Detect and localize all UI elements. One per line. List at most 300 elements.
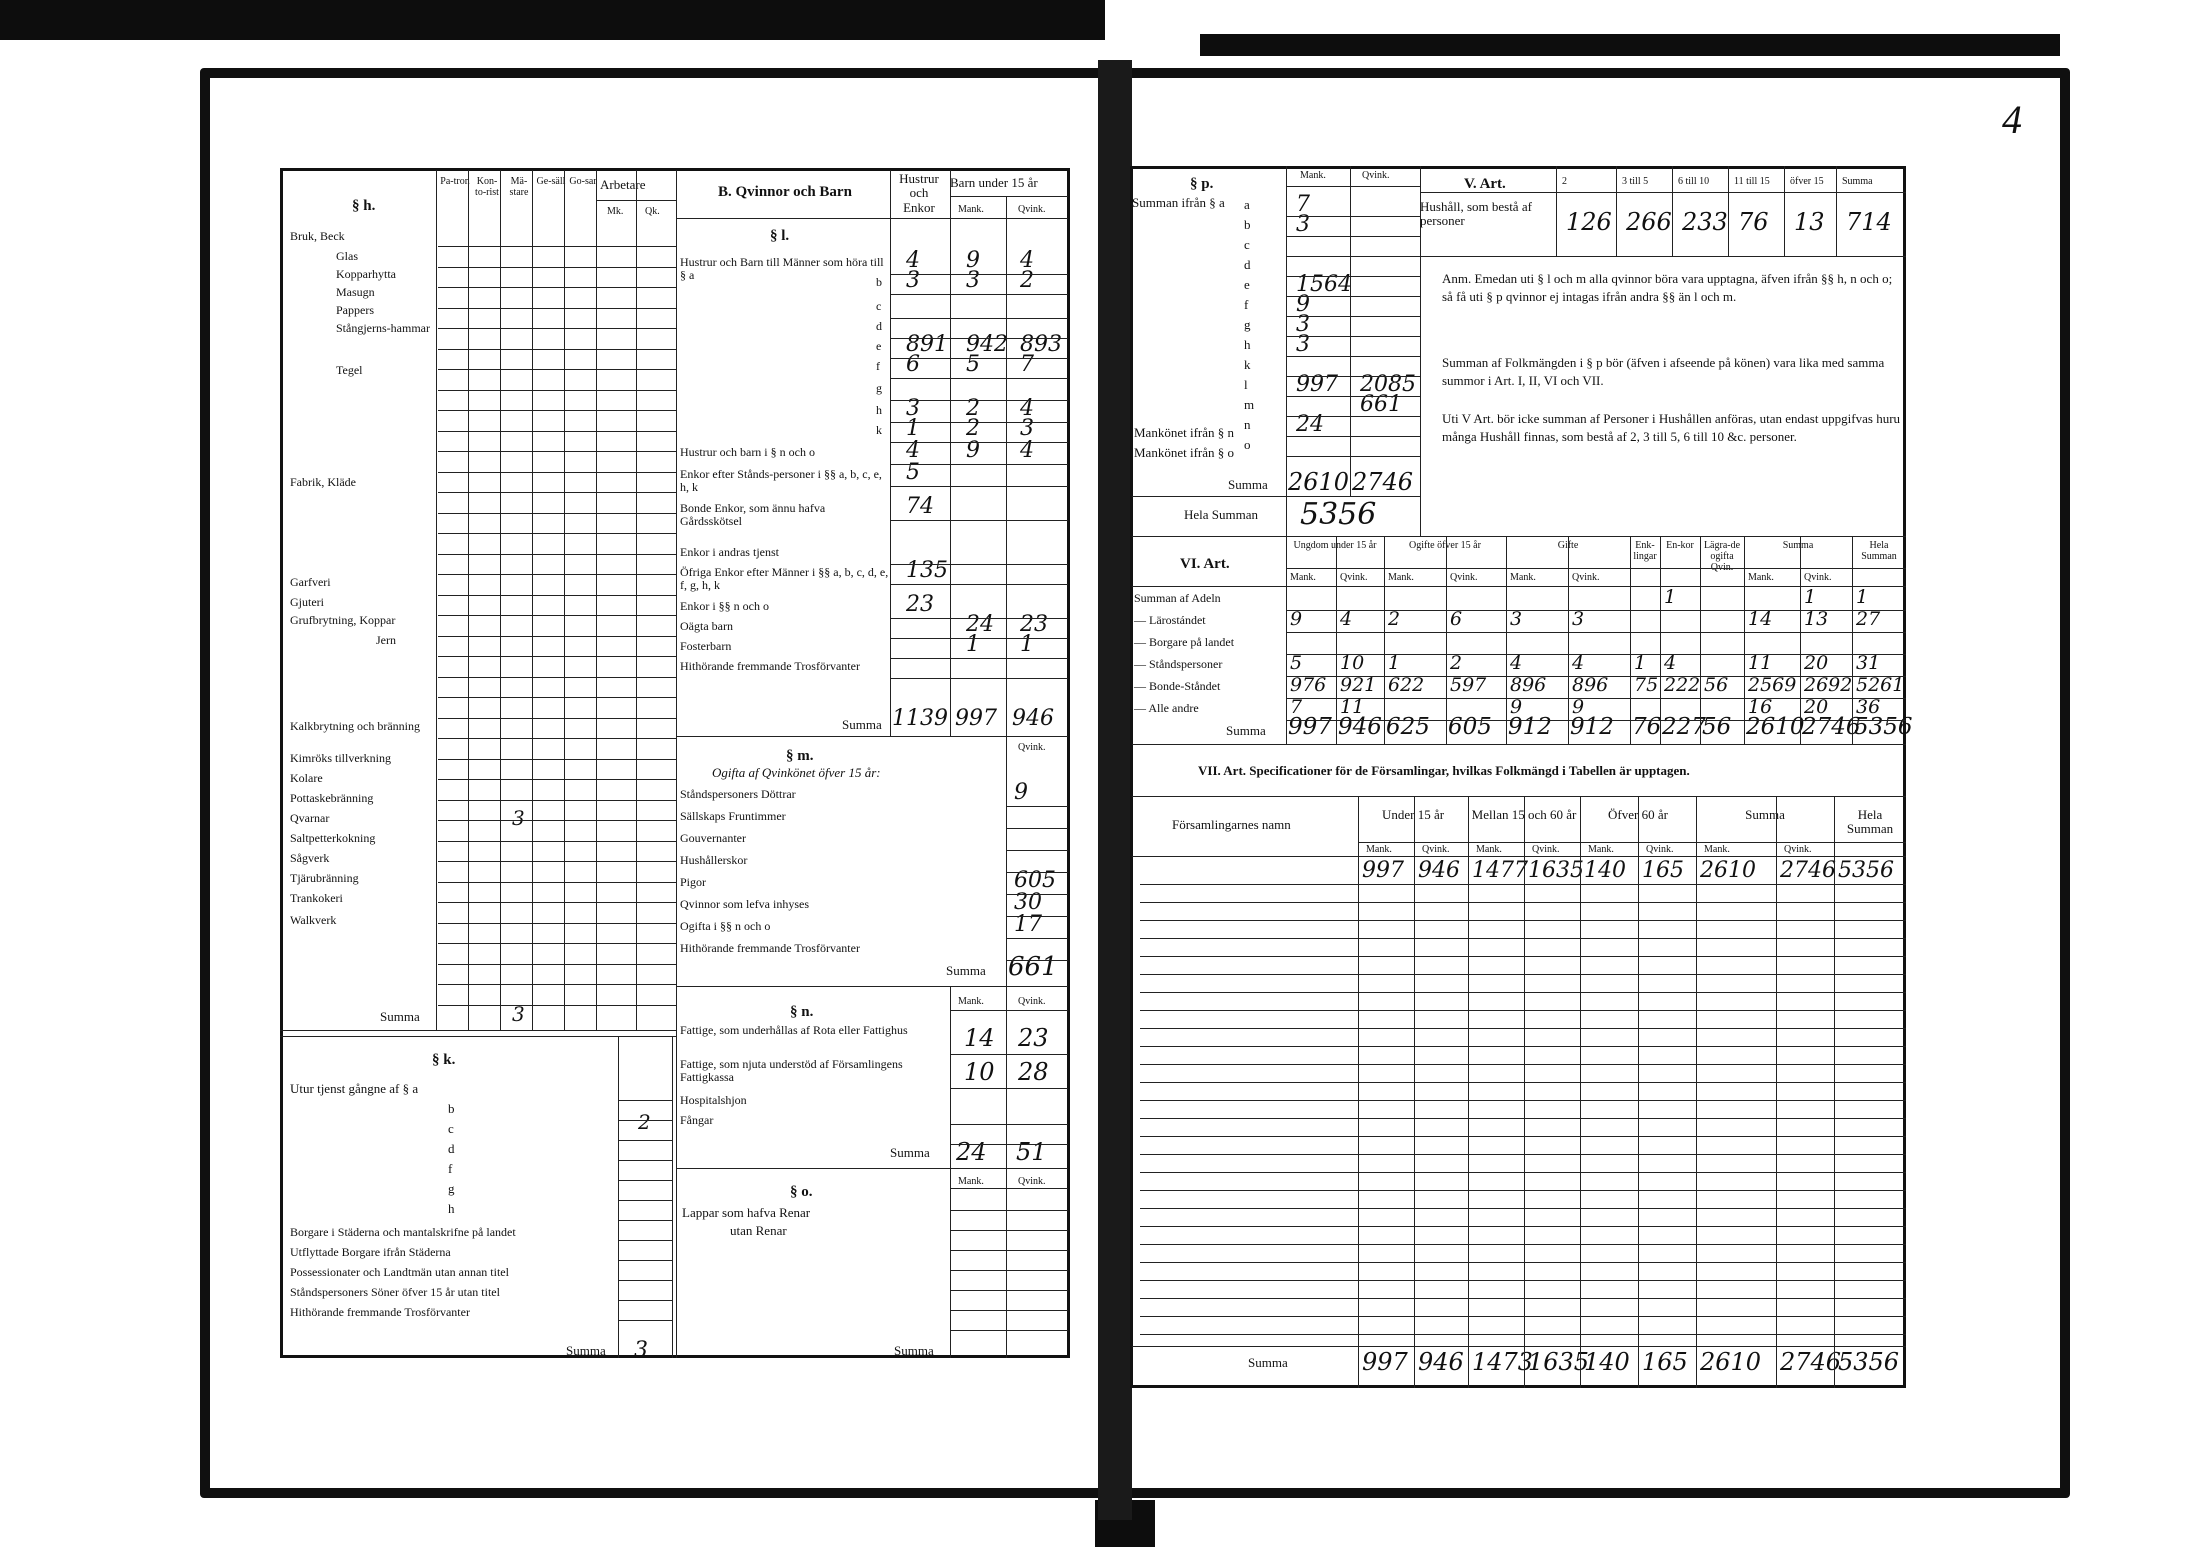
art-vii-col-name: Församlingarnes namn	[1172, 817, 1291, 832]
row-rule	[1286, 216, 1420, 217]
row-rule	[1140, 1010, 1906, 1011]
art-vi-value: 622	[1388, 674, 1425, 696]
art-vi-group-header: En-kor	[1666, 540, 1694, 551]
row-rule	[890, 358, 1068, 359]
section-n-title: § n.	[790, 1004, 814, 1020]
section-h-row-label: Pappers	[336, 303, 374, 317]
row-rule	[618, 1140, 672, 1141]
row-rule	[950, 1330, 1068, 1331]
art-vi-group-header: Hela Summan	[1861, 540, 1897, 562]
row-rule	[950, 1250, 1068, 1251]
row-rule	[1286, 610, 1906, 611]
art-vii-title: VII. Art. Specificationer för de Församlingar, hvilkas Folkmängd i Tabellen är upptagen.	[1198, 763, 1690, 778]
column-rule	[564, 170, 565, 1030]
art-vi-value: 2	[1388, 608, 1401, 630]
page-number: 4	[2002, 97, 2022, 142]
row-rule	[618, 1300, 672, 1301]
row-rule	[1286, 296, 1420, 297]
row-rule	[1286, 256, 1420, 257]
section-l-hustrur-value: 1	[906, 416, 920, 441]
row-rule	[1286, 676, 1906, 677]
art-v-value: 76	[1738, 208, 1769, 236]
art-vi-summa-value: 912	[1570, 714, 1614, 740]
art-vi-value: 976	[1290, 674, 1327, 696]
section-p-qvink-value: 661	[1360, 392, 1402, 417]
row-rule	[1140, 1046, 1906, 1047]
row-rule	[950, 1270, 1068, 1271]
section-h-row-label: Jern	[376, 633, 396, 647]
section-n-col-mank: Mank.	[958, 996, 984, 1007]
section-k-row-label: Hithörande fremmande Trosförvanter	[290, 1305, 470, 1319]
row-rule	[1286, 568, 1906, 569]
row-rule	[890, 378, 1068, 379]
row-rule	[950, 1230, 1068, 1231]
section-l-hustrur-value: 74	[906, 494, 934, 519]
row-rule	[1140, 1262, 1906, 1263]
section-l-barn-qvink-value: 3	[1020, 416, 1034, 441]
section-h-title: § h.	[352, 198, 376, 214]
section-m-row-label: Hithörande fremmande Trosförvanter	[680, 941, 860, 955]
art-vi-row-label: — Lärostándet	[1134, 613, 1206, 627]
section-o-summa-label: Summa	[894, 1343, 934, 1358]
row-rule	[1140, 992, 1906, 993]
art-vi-value: 896	[1572, 674, 1609, 696]
row-rule	[438, 533, 676, 534]
section-p-col-mank: Mank.	[1300, 170, 1326, 181]
section-h-summa-value: 3	[512, 1002, 525, 1026]
art-vii-summa-value: 5356	[1838, 1348, 1900, 1376]
art-vi-group-header: Gifte	[1557, 540, 1579, 551]
row-rule	[890, 638, 1068, 639]
section-k-letter: b	[448, 1101, 455, 1116]
mankonet-o: Mankönet ifrån § o	[1134, 445, 1235, 460]
art-vi-summa-value: 2610	[1746, 714, 1805, 740]
section-l-barn-qvink-value: 1	[1020, 632, 1034, 657]
section-h-col-header: Kon-to-rist	[475, 176, 499, 198]
section-h-row-label: Kolare	[290, 771, 323, 785]
art-vii-group-header: Under 15 år	[1381, 807, 1445, 822]
section-m-row-label: Ogifta i §§ n och o	[680, 919, 771, 933]
column-rule	[1616, 166, 1617, 256]
column-rule	[436, 170, 437, 1030]
row-rule	[1132, 586, 1906, 587]
row-rule	[890, 678, 1068, 679]
section-l-barn-mank-value: 1	[966, 632, 980, 657]
art-vi-group-header: Summa	[1782, 540, 1814, 551]
row-rule	[1140, 1064, 1906, 1065]
art-v-label: Hushåll, som bestå af personer	[1420, 199, 1532, 229]
section-l-row-label: Enkor i andras tjenst	[680, 545, 779, 559]
section-l-barn-mank-value: 24	[966, 612, 994, 637]
section-n-qvink-value: 28	[1018, 1058, 1049, 1086]
section-n-row-label: Hospitalshjon	[680, 1093, 747, 1107]
row-rule	[618, 1120, 672, 1121]
row-rule	[1140, 974, 1906, 975]
row-rule	[1006, 960, 1068, 961]
art-vii-sub-header: Qvink.	[1532, 844, 1560, 855]
row-rule	[950, 1144, 1068, 1145]
row-rule	[1140, 1298, 1906, 1299]
mankonet-n: Mankönet ifrån § n	[1134, 425, 1235, 440]
row-rule	[1140, 938, 1906, 939]
section-l-hustrur-value: 891	[906, 332, 948, 357]
art-vi-value: 5	[1290, 652, 1303, 674]
column-rule	[618, 1036, 619, 1358]
section-l-barn-qvink-value: 4	[1020, 438, 1034, 463]
art-vi-summa-value: 227	[1662, 714, 1706, 740]
art-vi-value: 3	[1572, 608, 1585, 630]
section-p-letter: m	[1244, 397, 1255, 412]
art-vii-summa-label: Summa	[1248, 1355, 1288, 1370]
row-rule	[438, 615, 676, 616]
section-l-row-label: c	[876, 299, 882, 313]
row-rule	[950, 1310, 1068, 1311]
section-k-row-label: Ståndspersoners Söner öfver 15 år utan titel	[290, 1285, 500, 1299]
section-l-row-label: g	[876, 381, 882, 395]
row-rule	[676, 218, 1068, 219]
row-rule	[890, 294, 1068, 295]
row-rule	[438, 902, 676, 903]
section-p-letter: l	[1244, 377, 1248, 392]
section-l-row-label: Oägta barn	[680, 619, 733, 633]
row-rule	[1286, 316, 1420, 317]
section-l-hustrur-value: 4	[906, 438, 920, 463]
art-vi-value: 2692	[1804, 674, 1853, 696]
art-vi-value: 11	[1340, 696, 1365, 718]
art-vii-group-header: Öfver 60 år	[1608, 807, 1668, 822]
art-vii-value: 1477	[1472, 858, 1528, 883]
row-rule	[438, 779, 676, 780]
section-l-row-label: Fosterbarn	[680, 639, 732, 653]
row-rule	[438, 451, 676, 452]
section-l-hustrur-value: 135	[906, 558, 948, 583]
row-rule	[438, 882, 676, 883]
section-k-summa-label: Summa	[566, 1343, 606, 1358]
section-m-row-label: Gouvernanter	[680, 831, 746, 845]
row-rule	[950, 1210, 1068, 1211]
section-p-letter: g	[1244, 317, 1251, 332]
section-l-barn-qvink-value: 893	[1020, 332, 1062, 357]
art-vi-summa-value: 76	[1632, 714, 1662, 740]
section-k-row-label: Possessionater och Landtmän utan annan titel	[290, 1265, 509, 1279]
section-n-col-qvink: Qvink.	[1018, 996, 1046, 1007]
row-rule	[1140, 1334, 1906, 1335]
section-h-row-label: Fabrik, Kläde	[290, 475, 356, 489]
row-rule	[950, 196, 1068, 197]
row-rule	[1140, 1082, 1906, 1083]
section-l-row-label: d	[876, 319, 882, 333]
col-barn-header: Barn under 15 år	[950, 175, 1038, 190]
section-k-letter: h	[448, 1201, 455, 1216]
art-vi-summa-label: Summa	[1226, 723, 1266, 738]
section-h-row-label: Tegel	[336, 363, 363, 377]
row-rule	[438, 820, 676, 821]
section-l-hustrur-value: 5	[906, 460, 920, 485]
row-rule	[890, 658, 1068, 659]
row-rule	[950, 1290, 1068, 1291]
section-l-row-label: Hustrur och barn i § n och o	[680, 445, 815, 459]
row-rule	[438, 308, 676, 309]
row-rule	[1286, 436, 1420, 437]
art-vi-group-header: Enk-lingar	[1633, 540, 1657, 562]
art-vii-summa-value: 140	[1584, 1348, 1630, 1376]
art-vi-value: 56	[1704, 674, 1729, 696]
section-n-summa-label: Summa	[890, 1145, 930, 1160]
art-vii-value: 2746	[1780, 858, 1836, 883]
row-rule	[890, 318, 1068, 319]
row-rule	[890, 618, 1068, 619]
row-rule	[1420, 192, 1906, 193]
column-rule	[532, 170, 533, 1030]
art-vi-value: 1	[1388, 652, 1401, 674]
row-rule	[890, 564, 1068, 565]
art-v-col-header: Summa	[1842, 176, 1873, 187]
art-vi-summa-value: 946	[1338, 714, 1382, 740]
row-rule	[438, 328, 676, 329]
art-vi-sub-header: Mank.	[1388, 572, 1414, 583]
section-n-mank-value: 10	[964, 1058, 995, 1086]
section-l-barn-mank-value: 3	[966, 268, 980, 293]
row-rule	[676, 736, 1068, 737]
section-l-row-label: Enkor efter Stånds-personer i §§ a, b, c, e, h, k	[680, 467, 882, 495]
row-rule	[1140, 902, 1906, 903]
row-rule	[950, 1124, 1068, 1125]
art-vi-value: 222	[1664, 674, 1701, 696]
section-n-qvink-value: 23	[1018, 1024, 1049, 1052]
row-rule	[438, 697, 676, 698]
section-h-row-label: Walkverk	[290, 913, 337, 927]
art-vi-value: 10	[1340, 652, 1365, 674]
art-v-value: 126	[1566, 208, 1612, 236]
row-rule	[1140, 920, 1906, 921]
section-l-barn-mank-value: 942	[966, 332, 1008, 357]
section-p-summa-qvink: 2746	[1352, 468, 1414, 496]
art-v-value: 714	[1846, 208, 1892, 236]
section-m-row-label: Pigor	[680, 875, 707, 889]
row-rule	[1140, 1226, 1906, 1227]
section-n-row-label: Fångar	[680, 1113, 714, 1127]
art-vi-value: 2569	[1748, 674, 1797, 696]
art-vi-sub-header: Qvink.	[1804, 572, 1832, 583]
art-vii-summa-value: 2610	[1700, 1348, 1762, 1376]
row-rule	[438, 759, 676, 760]
art-vi-sub-header: Mank.	[1290, 572, 1316, 583]
column-rule	[950, 986, 951, 1358]
section-n-row-label: Fattige, som njuta understöd af Församlingens Fattigkassa	[680, 1057, 903, 1085]
row-rule	[280, 1030, 676, 1031]
art-vi-sub-header: Qvink.	[1572, 572, 1600, 583]
section-l-barn-mank-value: 5	[966, 352, 980, 377]
row-rule	[438, 431, 676, 432]
art-vi-value: 7	[1290, 696, 1303, 718]
row-rule	[596, 200, 676, 201]
column-rule	[636, 170, 637, 1030]
art-vi-value: 14	[1748, 608, 1773, 630]
arbetare-header: Arbetare	[600, 177, 646, 192]
section-p-letter: k	[1244, 357, 1251, 372]
section-m-row-label: Qvinnor som lefva inhyses	[680, 897, 809, 911]
section-h-row-label: Trankokeri	[290, 891, 343, 905]
row-rule	[618, 1180, 672, 1181]
art-vi-value: 4	[1572, 652, 1585, 674]
section-m-row-label: Sällskaps Fruntimmer	[680, 809, 786, 823]
section-l-hustrur-value: 6	[906, 352, 920, 377]
row-rule	[1286, 356, 1420, 357]
art-vi-value: 9	[1290, 608, 1303, 630]
section-m-subtitle: Ogifta af Qvinkönet öfver 15 år:	[712, 765, 881, 780]
section-h-col-header: Go-sar	[569, 176, 597, 187]
row-rule	[1006, 828, 1068, 829]
row-rule	[1286, 376, 1420, 377]
column-rule	[950, 170, 951, 736]
section-k-c-value: 2	[638, 1110, 651, 1134]
section-l-barn-qvink-value: 7	[1020, 352, 1034, 377]
column-rule	[1350, 166, 1351, 496]
row-rule	[438, 677, 676, 678]
art-vi-summa-value: 997	[1288, 714, 1332, 740]
row-rule	[1132, 1346, 1906, 1347]
column-rule	[1556, 166, 1557, 256]
art-vi-value: 4	[1510, 652, 1523, 674]
section-l-barn-qvink-value: 23	[1020, 612, 1048, 637]
row-rule	[890, 464, 1068, 465]
section-p-lead: Summan ifrån § a	[1132, 195, 1225, 210]
art-vi-row-label: — Alle andre	[1134, 701, 1199, 715]
col-hustrur-header: Hustrur och Enkor	[899, 171, 939, 215]
row-rule	[618, 1220, 672, 1221]
section-k-letter: d	[448, 1141, 455, 1156]
row-rule	[438, 841, 676, 842]
column-rule	[1420, 166, 1421, 536]
section-h-col-header: Pa-tron	[440, 176, 470, 187]
art-vii-sub-header: Mank.	[1704, 844, 1730, 855]
art-vii-value: 946	[1418, 858, 1460, 883]
art-vii-value: 140	[1584, 858, 1626, 883]
art-vii-summa-value: 1473	[1472, 1348, 1534, 1376]
art-vii-summa-value: 2746	[1780, 1348, 1842, 1376]
row-rule	[890, 338, 1068, 339]
art-vii-group-header: Hela Summan	[1846, 807, 1894, 837]
row-rule	[1006, 806, 1068, 807]
row-rule	[618, 1100, 672, 1101]
section-p-title: § p.	[1190, 176, 1214, 192]
column-rule	[676, 170, 677, 1358]
section-h-row-label: Qvarnar	[290, 811, 330, 825]
section-l-summa-qvink: 946	[1012, 706, 1054, 731]
row-rule	[1006, 872, 1068, 873]
row-rule	[1286, 632, 1906, 633]
section-p-summa-mank: 2610	[1288, 468, 1350, 496]
section-m-value: 30	[1014, 890, 1042, 915]
section-m-value: 9	[1014, 780, 1028, 805]
section-h-row-label: Garfveri	[290, 575, 331, 589]
art-vi-summa-value: 625	[1386, 714, 1430, 740]
art-vi-summa-value: 56	[1702, 714, 1732, 740]
art-v-note-2: Summan af Folkmängden i § p bör (äfven i afseende på könen) vara lika med samma summor i Art. I, II, VI och VII.	[1442, 355, 1885, 389]
row-rule	[890, 442, 1068, 443]
section-p-mank-value: 7	[1296, 192, 1310, 217]
row-rule	[1286, 336, 1420, 337]
section-p-mank-value: 1564	[1296, 272, 1352, 297]
row-rule	[618, 1240, 672, 1241]
section-o-col-mank: Mank.	[958, 1176, 984, 1187]
section-l-hustrur-value: 3	[906, 268, 920, 293]
row-rule	[438, 410, 676, 411]
column-rule	[1006, 196, 1007, 736]
section-p-letter: c	[1244, 237, 1250, 252]
row-rule	[438, 595, 676, 596]
column-rule	[890, 170, 891, 736]
section-m-row-label: Ståndspersoners Döttrar	[680, 787, 796, 801]
row-rule	[438, 349, 676, 350]
art-vi-sub-header: Qvink.	[1450, 572, 1478, 583]
row-rule	[1140, 1172, 1906, 1173]
art-vi-group-header: Ungdom under 15 år	[1293, 540, 1377, 551]
row-rule	[618, 1260, 672, 1261]
art-vi-value: 27	[1856, 608, 1881, 630]
row-rule	[950, 1054, 1068, 1055]
art-v-col-header: 6 till 10	[1678, 176, 1710, 187]
row-rule	[438, 943, 676, 944]
section-k-letter: g	[448, 1181, 455, 1196]
row-rule	[438, 861, 676, 862]
section-m-row-label: Hushållerskor	[680, 853, 748, 867]
row-rule	[438, 472, 676, 473]
row-rule	[438, 923, 676, 924]
section-h-row-label: Saltpetterkokning	[290, 831, 376, 845]
row-rule	[1140, 956, 1906, 957]
column-rule	[468, 170, 469, 1030]
row-rule	[1006, 916, 1068, 917]
section-l-barn-mank-value: 9	[966, 248, 980, 273]
section-p-mank-value: 24	[1296, 412, 1324, 437]
section-p-hela-value: 5356	[1300, 497, 1377, 532]
art-vi-row-label: — Borgare på landet	[1134, 635, 1235, 649]
section-o-row-utan-renar: utan Renar	[730, 1223, 787, 1238]
row-rule	[1132, 744, 1906, 745]
section-l-barn-qvink-value: 4	[1020, 396, 1034, 421]
qvarnar-value: 3	[512, 806, 525, 830]
section-h-row-label: Grufbrytning, Koppar	[290, 613, 396, 627]
art-vi-value: 5261	[1856, 674, 1905, 696]
art-vi-value: 9	[1572, 696, 1585, 718]
section-p-letter: a	[1244, 197, 1250, 212]
section-o-row-renar: Lappar som hafva Renar	[682, 1205, 811, 1220]
art-vi-value: 20	[1804, 652, 1829, 674]
column-rule	[500, 170, 501, 1030]
row-rule	[890, 520, 1068, 521]
section-m-summa-value: 661	[1008, 952, 1058, 982]
column-rule	[1286, 166, 1287, 536]
section-l-row-label: Hithörande fremmande Trosförvanter	[680, 659, 860, 673]
section-k-title: § k.	[432, 1052, 456, 1068]
art-v-col-header: 11 till 15	[1734, 176, 1770, 187]
row-rule	[438, 287, 676, 288]
row-rule	[438, 267, 676, 268]
section-m-col: Qvink.	[1018, 742, 1046, 753]
section-n-summa-mank: 24	[956, 1138, 987, 1166]
column-rule	[1836, 166, 1837, 256]
row-rule	[1140, 1136, 1906, 1137]
section-l-row-label: b	[876, 275, 882, 289]
section-p-hela-label: Hela Summan	[1184, 507, 1259, 522]
art-vii-sub-header: Qvink.	[1646, 844, 1674, 855]
section-h-row-label: Sågverk	[290, 851, 330, 865]
section-n-summa-qvink: 51	[1016, 1138, 1047, 1166]
row-rule	[438, 738, 676, 739]
section-p-letter: o	[1244, 437, 1251, 452]
row-rule	[1286, 456, 1420, 457]
